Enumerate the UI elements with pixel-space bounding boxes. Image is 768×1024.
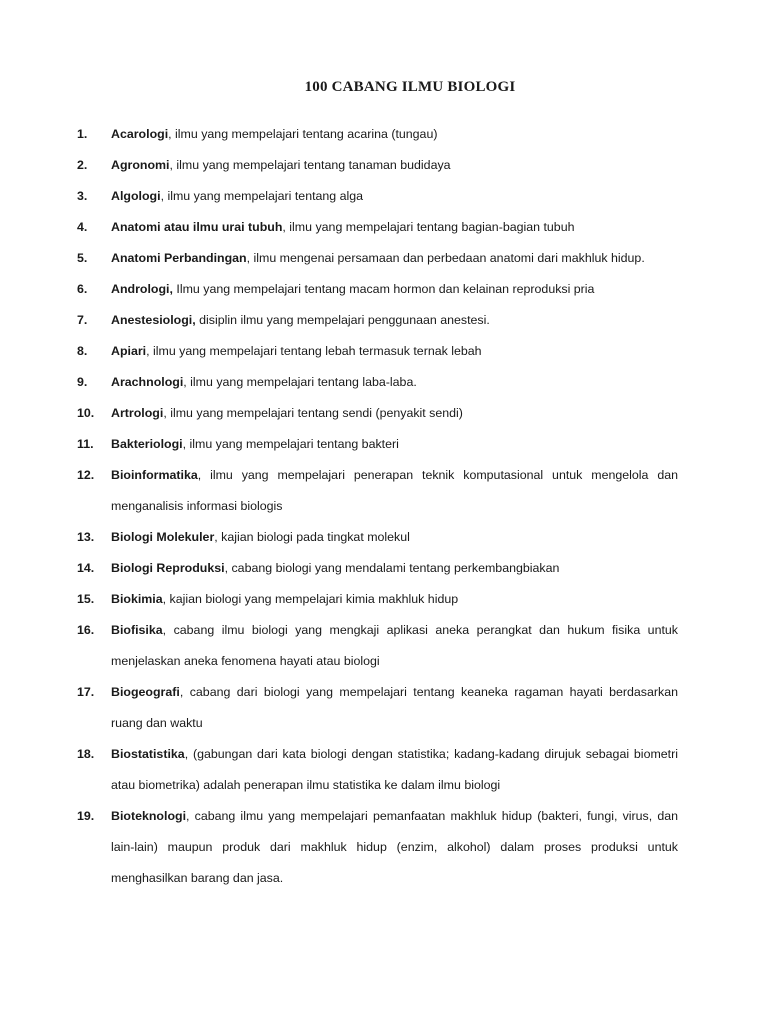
item-term: Algologi	[111, 189, 161, 203]
item-separator: ,	[197, 468, 202, 482]
item-description: kajian biologi pada tingkat molekul	[217, 530, 410, 544]
item-separator: ,	[168, 127, 172, 141]
item-term: Andrologi,	[111, 282, 173, 296]
item-description: ilmu yang mempelajari tentang acarina (tungau)	[171, 127, 438, 141]
list-item	[0, 677, 678, 739]
item-number: 3.	[77, 189, 88, 203]
item-separator: ,	[146, 344, 150, 358]
item-term: Bioinformatika	[111, 468, 198, 482]
item-number: 8.	[77, 344, 88, 358]
list-item	[0, 305, 678, 336]
item-separator: ,	[282, 220, 286, 234]
item-description: kajian biologi yang mempelajari kimia makhluk hidup	[166, 592, 459, 606]
list-item	[0, 336, 678, 367]
list-item	[0, 243, 678, 274]
item-term: Biofisika	[111, 623, 163, 637]
item-term: Acarologi	[111, 127, 169, 141]
list-item	[0, 274, 678, 305]
item-number: 5.	[77, 251, 88, 265]
item-description: ilmu yang mempelajari tentang lebah termasuk ternak lebah	[149, 344, 482, 358]
item-term: Artrologi	[111, 406, 164, 420]
item-description: ilmu mengenai persamaan dan perbedaan anatomi dari makhluk hidup.	[250, 251, 645, 265]
item-separator: ,	[184, 747, 189, 761]
item-number: 13.	[77, 530, 95, 544]
item-separator: ,	[183, 375, 187, 389]
item-number: 7.	[77, 313, 88, 327]
list-item	[0, 367, 678, 398]
list-item	[0, 522, 678, 553]
item-separator: ,	[186, 809, 190, 823]
item-number: 15.	[77, 592, 95, 606]
item-description: (gabungan dari kata biologi dengan statistika; kadang-kadang dirujuk sebagai biometri atau biometrika) adalah penerapan ilmu statistika ke dalam ilmu biologi	[111, 747, 678, 792]
item-separator: ,	[214, 530, 218, 544]
item-term: Anatomi atau ilmu urai tubuh	[111, 220, 283, 234]
item-term: Biogeografi	[111, 685, 180, 699]
item-description: ilmu yang mempelajari tentang tanaman budidaya	[172, 158, 451, 172]
page-title: 100 CABANG ILMU BIOLOGI	[304, 79, 516, 95]
list-item	[0, 460, 678, 522]
item-number: 16.	[77, 623, 95, 637]
item-term: Biostatistika	[111, 747, 185, 761]
item-number: 18.	[77, 747, 95, 761]
item-description: ilmu yang mempelajari tentang laba-laba.	[186, 375, 417, 389]
item-description: cabang biologi yang mendalami tentang perkembangbiakan	[228, 561, 560, 575]
item-description: cabang dari biologi yang mempelajari tentang keaneka ragaman hayati berdasarkan ruang dan waktu	[111, 685, 678, 730]
item-term: Anatomi Perbandingan	[111, 251, 247, 265]
item-separator: ,	[224, 561, 229, 575]
item-number: 19.	[77, 809, 95, 823]
item-number: 10.	[77, 406, 95, 420]
item-number: 14.	[77, 561, 95, 575]
item-term: Bakteriologi	[111, 437, 183, 451]
item-separator: ,	[160, 189, 165, 203]
item-number: 11.	[77, 437, 94, 451]
item-description: cabang ilmu yang mempelajari pemanfaatan makhluk hidup (bakteri, fungi, virus, dan lain-lain) maupun produk dari makhluk hidup (enzim, alkohol) dalam proses produksi untuk menghasilkan barang dan jasa.	[111, 809, 678, 885]
item-term: Arachnologi	[111, 375, 184, 389]
list-item	[0, 119, 678, 150]
item-separator: ,	[169, 158, 173, 172]
item-description: ilmu yang mempelajari tentang alga	[164, 189, 364, 203]
item-description: ilmu yang mempelajari penerapan teknik komputasional untuk mengelola dan menganalisis informasi biologis	[111, 468, 678, 513]
list-item	[0, 150, 678, 181]
list-item	[0, 553, 678, 584]
list-item	[0, 801, 678, 894]
item-term: Bioteknologi	[111, 809, 187, 823]
item-description: ilmu yang mempelajari tentang sendi (penyakit sendi)	[166, 406, 463, 420]
item-description: Ilmu yang mempelajari tentang macam hormon dan kelainan reproduksi pria	[172, 282, 595, 296]
item-term: Apiari	[111, 344, 147, 358]
item-number: 12.	[77, 468, 95, 482]
item-number: 9.	[77, 375, 88, 389]
item-description: cabang ilmu biologi yang mengkaji aplikasi aneka perangkat dan hukum fisika untuk menjelaskan aneka fenomena hayati atau biologi	[111, 623, 678, 668]
item-number: 4.	[77, 220, 88, 234]
item-number: 2.	[77, 158, 88, 172]
biology-branch-list	[0, 119, 768, 894]
item-term: Agronomi	[111, 158, 170, 172]
item-term: Biologi Reproduksi	[111, 561, 225, 575]
item-term: Anestesiologi,	[111, 313, 196, 327]
list-item	[0, 584, 678, 615]
list-item	[0, 429, 678, 460]
list-item	[0, 212, 678, 243]
item-description: ilmu yang mempelajari tentang bakteri	[186, 437, 399, 451]
item-separator: ,	[162, 592, 167, 606]
item-number: 6.	[77, 282, 88, 296]
item-separator: ,	[182, 437, 187, 451]
list-item	[0, 615, 678, 677]
item-separator: ,	[179, 685, 184, 699]
item-separator: ,	[246, 251, 251, 265]
list-item	[0, 739, 678, 801]
item-separator: ,	[163, 406, 167, 420]
list-item	[0, 181, 678, 212]
item-number: 1.	[77, 127, 88, 141]
item-description: ilmu yang mempelajari tentang bagian-bagian tubuh	[285, 220, 575, 234]
item-term: Biokimia	[111, 592, 163, 606]
item-number: 17.	[77, 685, 95, 699]
list-item	[0, 398, 678, 429]
item-description: disiplin ilmu yang mempelajari penggunaan anestesi.	[195, 313, 490, 327]
item-separator: ,	[162, 623, 167, 637]
item-term: Biologi Molekuler	[111, 530, 215, 544]
